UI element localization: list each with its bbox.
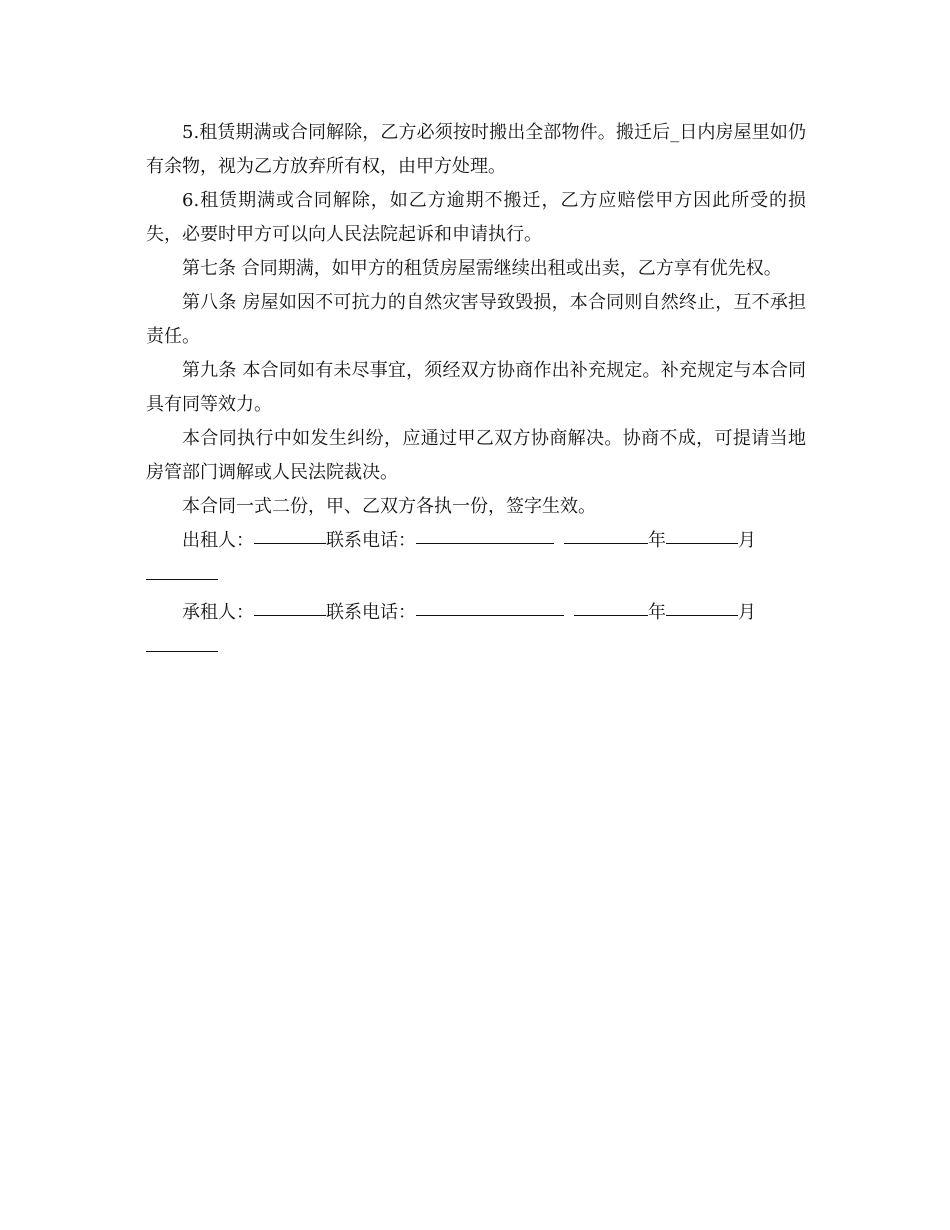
lessor-signature-line (146, 524, 806, 558)
lessor-day-blank (146, 578, 218, 580)
lessor-day-line (146, 560, 806, 594)
lessee-month-label: 月 (738, 602, 756, 623)
dispute-resolution-paragraph: 本合同执行中如发生纠纷，应通过甲乙双方协商解决。协商不成，可提请当地房管部门调解或人民法院裁决。 (146, 428, 806, 483)
lessee-signature-line (146, 596, 806, 630)
lessee-month-blank (666, 614, 738, 616)
lessee-label: 承租人： (182, 602, 254, 623)
lessor-year-blank (564, 542, 648, 544)
article-9-paragraph: 第九条 本合同如有未尽事宜，须经双方协商作出补充规定。补充规定与本合同具有同等效力。 (146, 360, 806, 415)
article-8-paragraph: 第八条 房屋如因不可抗力的自然灾害导致毁损，本合同则自然终止，互不承担责任。 (146, 292, 806, 347)
copies-paragraph: 本合同一式二份，甲、乙双方各执一份，签字生效。 (182, 496, 596, 517)
lessor-label: 出租人： (182, 530, 254, 551)
lessor-month-label: 月 (738, 530, 756, 551)
lessee-phone-blank (416, 614, 564, 616)
article-7-paragraph: 第七条 合同期满，如甲方的租赁房屋需继续出租或出卖，乙方享有优先权。 (182, 258, 782, 279)
lessee-name-blank (254, 614, 326, 616)
lessor-month-blank (666, 542, 738, 544)
lessor-phone-blank (416, 542, 554, 544)
clause-5-paragraph: 5.租赁期满或合同解除，乙方必须按时搬出全部物件。搬迁后_日内房屋里如仍有余物，视为乙方放弃所有权，由甲方处理。 (146, 122, 806, 177)
lessee-day-line (146, 632, 806, 666)
lessee-phone-label: 联系电话： (326, 602, 416, 623)
lessee-year-label: 年 (648, 602, 666, 623)
lessee-year-blank (574, 614, 648, 616)
lessor-phone-label: 联系电话： (326, 530, 416, 551)
lessor-name-blank (254, 542, 326, 544)
lessee-day-blank (146, 650, 218, 652)
lessor-year-label: 年 (648, 530, 666, 551)
clause-6-paragraph: 6.租赁期满或合同解除，如乙方逾期不搬迁，乙方应赔偿甲方因此所受的损失，必要时甲方可以向人民法院起诉和申请执行。 (146, 190, 806, 245)
